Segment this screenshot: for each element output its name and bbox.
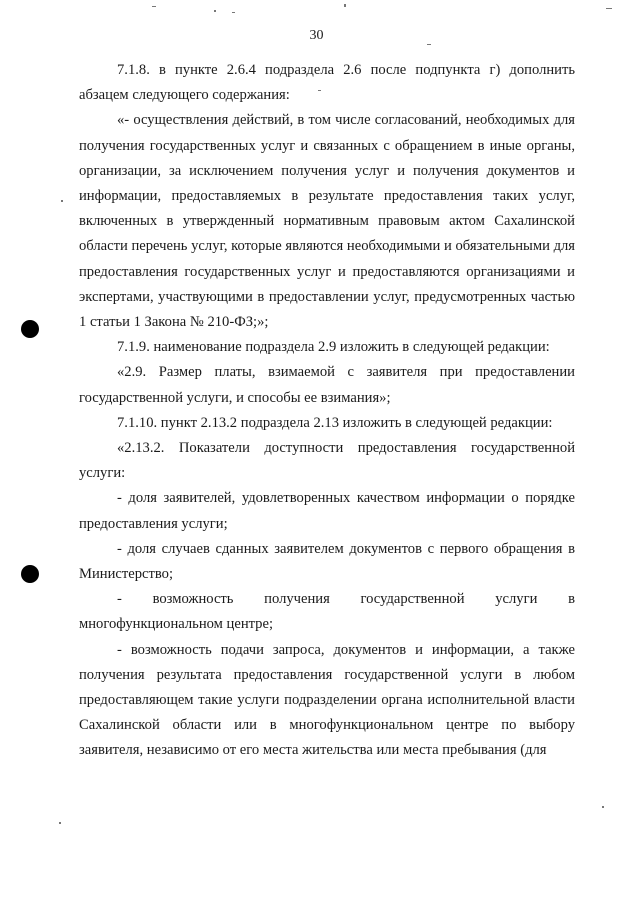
list-item-mfc-availability: - возможность получения государственной услуги в многофункциональном центре; [79,591,575,633]
paragraph-quote-2-9: «2.9. Размер платы, взимаемой с заявителя при предоставлении государственной услуги, и способы ее взимания»; [79,364,575,406]
scan-speck [61,200,63,202]
list-item-request-submission: - возможность подачи запроса, документов и информации, а также получения результата предоставления государственной услуги в любом предоставляющем такие услуги подразделении органа исполнительной власти Сахалинской области или в многофункциональном центре по выбору заявителя, независимо от его места жительства или места пребывания (для [79,641,575,759]
punch-hole [21,565,39,583]
scan-speck [232,12,235,13]
list-item-documents-share: - доля случаев сданных заявителем документов с первого обращения в Министерство; [79,540,575,583]
paragraph-7-1-9: 7.1.9. наименование подраздела 2.9 изложить в следующей редакции: [117,339,550,356]
scan-speck [152,6,156,7]
scan-speck [214,10,216,12]
scan-speck [606,8,612,9]
scan-speck [59,822,61,824]
punch-hole [21,320,39,338]
document-body [79,58,575,764]
scan-speck [602,806,604,808]
paragraph-quote-actions: «- осуществления действий, в том числе согласований, необходимых для получения государственных услуг и связанных с обращением в иные органы, организации, за исключением получения услуг и получения документов и информации, предоставляемых в результате предоставления таких услуг, включенных в утвержденный нормативным правовым актом Сахалинской области перечень услуг, которые являются необходимыми и обязательными для предоставления государственных услуг и предоставляются организациями и экспертами, участвующими в предоставлении услуг, предусмотренных частью 1 статьи 1 Закона № 210-ФЗ;»; [79,112,575,331]
scan-speck [344,4,346,7]
scan-speck [427,44,431,45]
list-item-applicants-share: - доля заявителей, удовлетворенных качеством информации о порядке предоставления услуги; [79,490,575,532]
page-number: 30 [309,28,324,43]
paragraph-quote-2-13-2: «2.13.2. Показатели доступности предоставления государственной услуги: [79,440,575,482]
paragraph-7-1-8: 7.1.8. в пункте 2.6.4 подраздела 2.6 после подпункта г) дополнить абзацем следующего содержания: [79,62,575,104]
paragraph-7-1-10: 7.1.10. пункт 2.13.2 подраздела 2.13 изложить в следующей редакции: [117,414,553,431]
